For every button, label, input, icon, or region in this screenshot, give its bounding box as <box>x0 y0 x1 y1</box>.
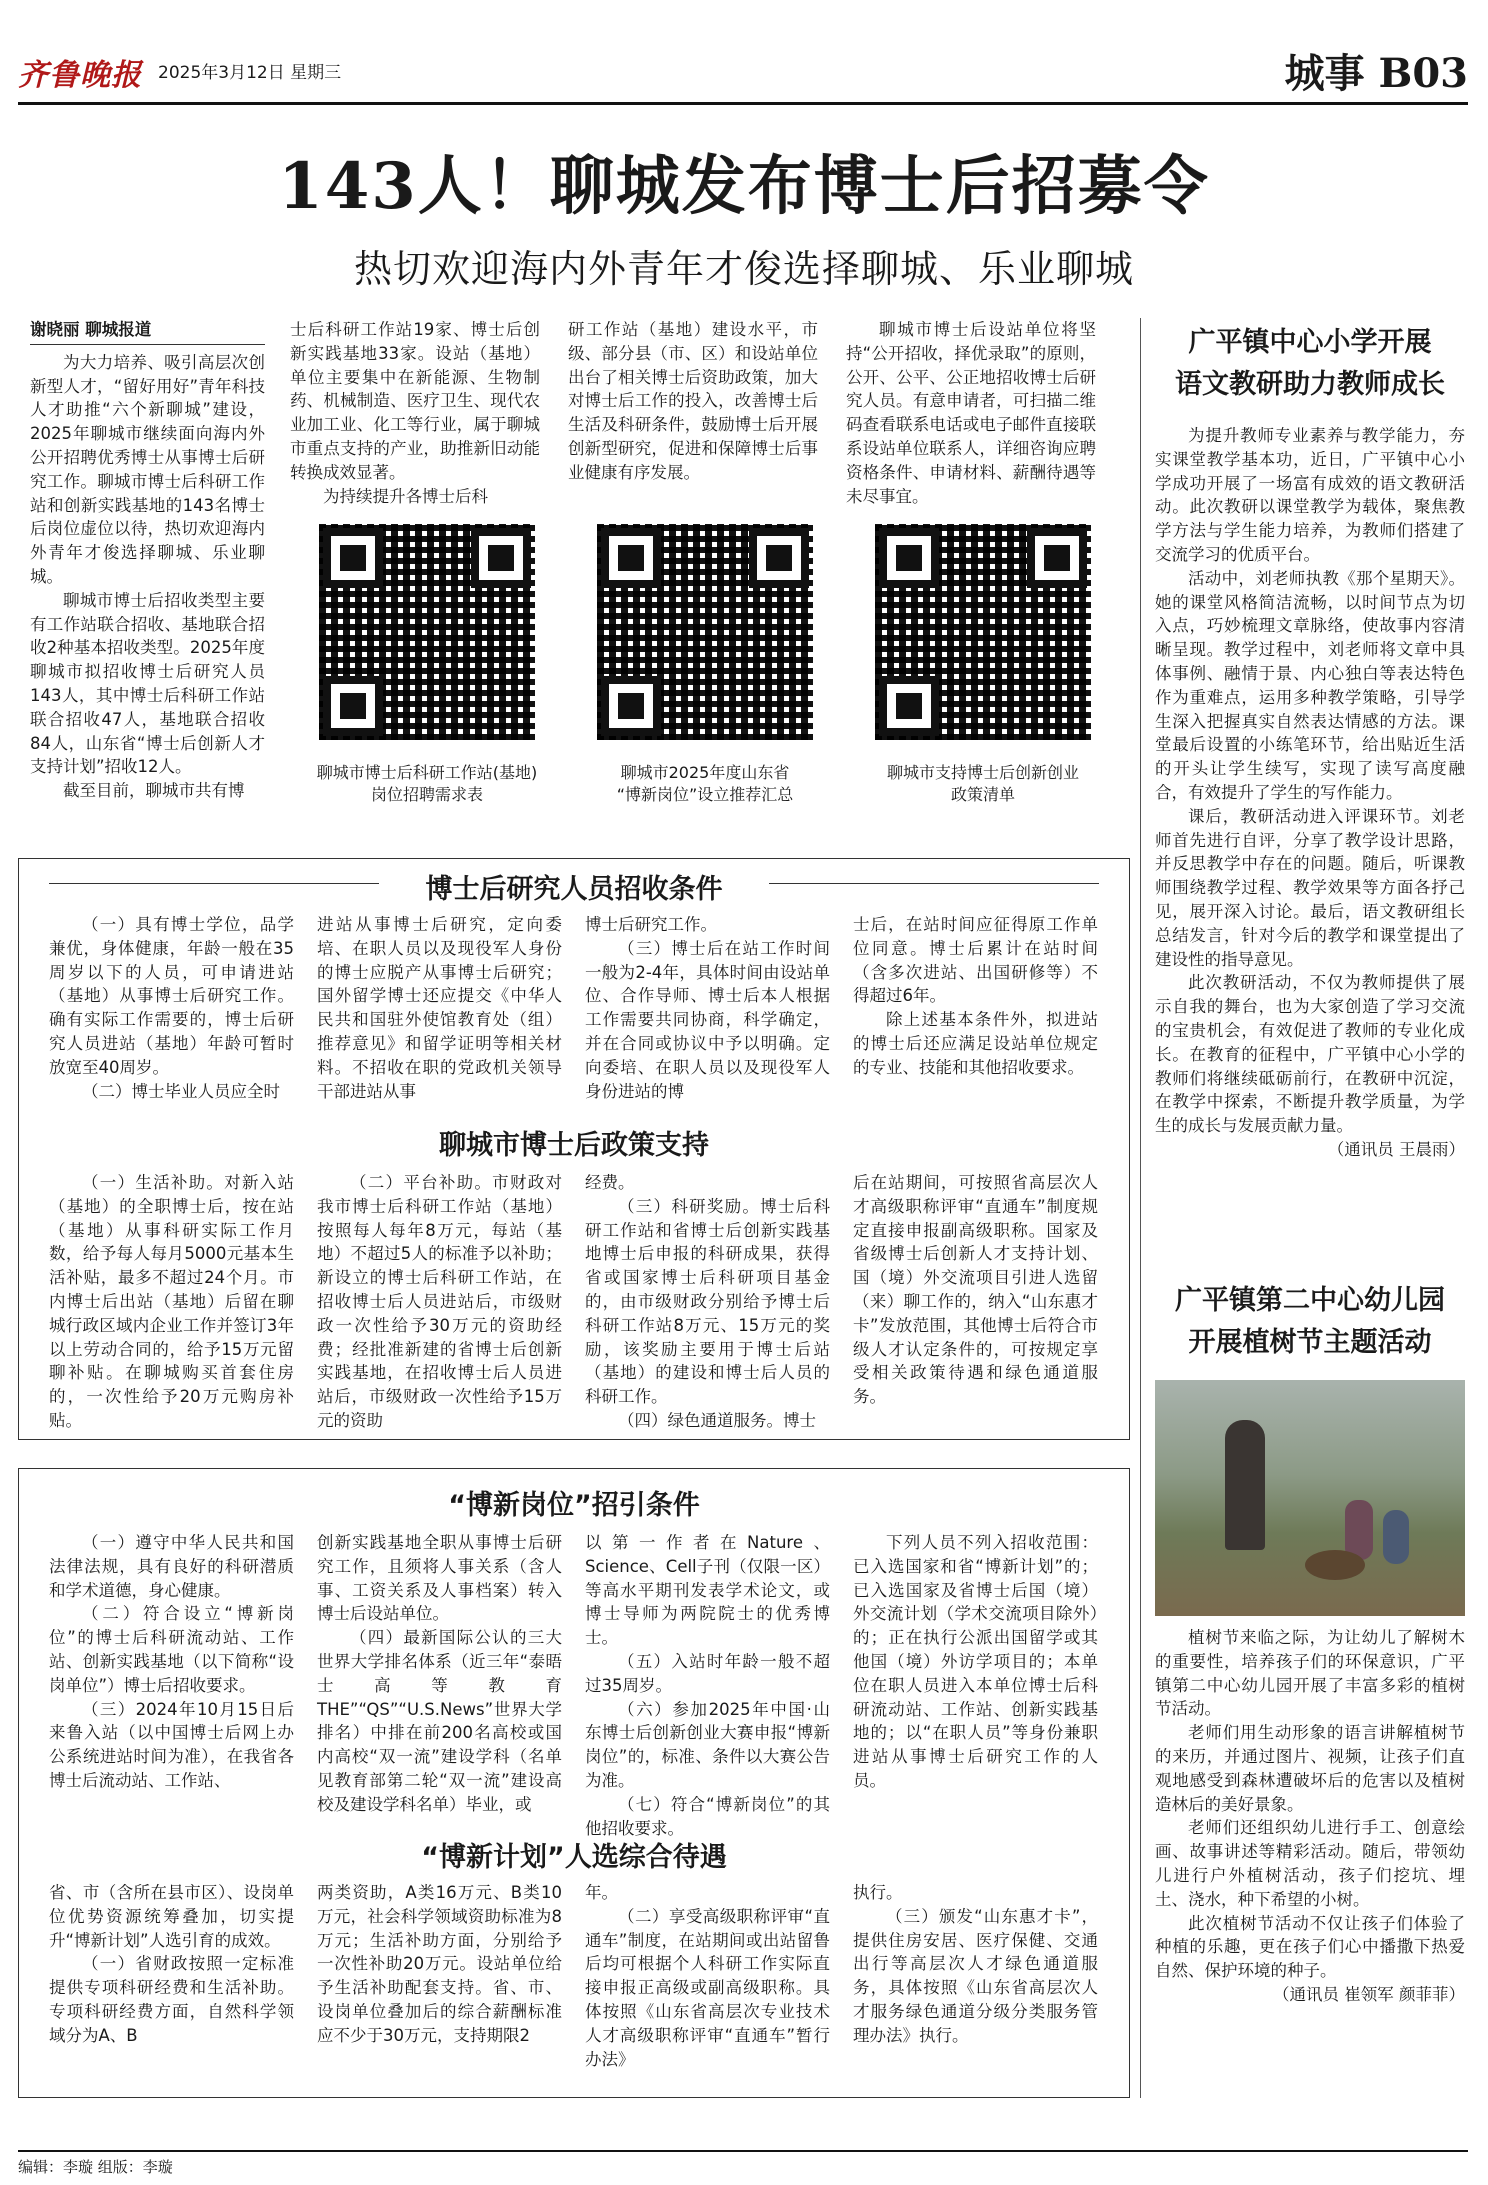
side-credit: （通讯员 王晨雨） <box>1327 1139 1465 1159</box>
side-title: 语文教研助力教师成长 <box>1175 369 1445 400</box>
headline: 143人！聊城发布博士后招募令 <box>278 149 1210 224</box>
paragraph: 以第一作者在Nature、Science、Cell子刊（仅限一区）等高水平期刊发表学术论文，或博士导师为两院院士的优秀博士。 <box>585 1533 830 1648</box>
box1-column-2 <box>317 913 562 1103</box>
paragraph: （一）遵守中华人民共和国法律法规，具有良好的科研潜质和学术道德，身心健康。 <box>49 1533 294 1600</box>
paragraph: 植树节来临之际，为让幼儿了解树木的重要性，培养孩子们的环保意识，广平镇第二中心幼儿园开展了丰富多彩的植树节活动。 <box>1155 1628 1465 1719</box>
box4-column-2 <box>317 1881 562 2048</box>
paragraph: 为持续提升各博士后科 <box>323 486 488 506</box>
newspaper-logo: 齐鲁晚报 <box>18 58 142 93</box>
paragraph: 为大力培养、吸引高层次创新型人才，“留好用好”青年科技人才助推“六个新聊城”建设，2025年聊城市继续面向海内外公开招聘优秀博士从事博士后研究工作。聊城市博士后科研工作站和创新实践基地的143名博士后岗位虚位以待，热切欢迎海内外青年才俊选择聊城、乐业聊城。 <box>30 352 265 586</box>
side-article-1 <box>1155 322 1465 1162</box>
paragraph: 活动中，刘老师执教《那个星期天》。她的课堂风格简洁流畅，以时间节点为切入点，巧妙梳理文章脉络，使故事内容清晰呈现。教学过程中，刘老师将文章中具体事例、融情于景、内心独白等表达特色作为重难点，运用多种教学策略，引导学生深入把握真实自然表达情感的方法。课堂最后设置的小练笔环节，给出贴近生活的开头让学生续写，实现了读写高度融合，有效提升了学生的写作能力。 <box>1155 568 1465 802</box>
qr-code-icon[interactable] <box>593 520 817 744</box>
paragraph: （四）最新国际公认的三大世界大学排名体系（近三年“泰晤士高等教育THE”“QS”“U.S.News”世界大学排名）中排在前200名高校或国内高校“双一流”建设学科（名单见教育部第二轮“双一流”建设高校及建设学科名单）毕业，或 <box>317 1628 562 1814</box>
paragraph: 士后科研工作站19家、博士后创新实践基地33家。设站（基地）单位主要集中在新能源、生物制药、机械制造、医疗卫生、现代农业加工业、化工等行业，属于聊城市重点支持的产业，助推新旧动能转换成效显著。 <box>290 320 540 482</box>
paragraph: （三）颁发“山东惠才卡”，提供住房安居、医疗保健、交通出行等高层次人才绿色通道服务，具体按照《山东省高层次人才服务绿色通道分级分类服务管理办法》执行。 <box>853 1906 1098 2045</box>
intro-column-1 <box>30 318 265 803</box>
intro-column-3 <box>568 318 818 485</box>
box2-column-1 <box>49 1171 294 1433</box>
box1-column-4 <box>853 913 1098 1080</box>
issue-date: 2025年3月12日 星期三 <box>158 63 342 83</box>
side-body <box>1155 1626 1465 2007</box>
box1-column-1 <box>49 913 294 1103</box>
box2-column-4 <box>853 1171 1098 1409</box>
qr-block-1 <box>302 520 552 806</box>
footer-credits: 编辑：李璇 组版：李璇 <box>18 2150 1468 2177</box>
paragraph: 两类资助，A类16万元、B类10万元，社会科学领域资助标准为8万元；生活补助方面，分别给予一次性补助20万元。设站单位给予生活补助配套支持。省、市、设岗单位叠加后的综合薪酬标准应不少于30万元，支持期限2 <box>317 1883 562 2045</box>
paragraph: 执行。 <box>853 1883 903 1902</box>
paragraph: 经费。 <box>585 1173 635 1192</box>
section-title: 博士后研究人员招收条件 <box>425 874 723 905</box>
box2-column-2 <box>317 1171 562 1433</box>
qr-caption: 聊城市2025年度山东省 <box>620 763 790 782</box>
paragraph: （七）符合“博新岗位”的其他招收要求。 <box>585 1794 830 1838</box>
paragraph: 省、市（含所在县市区）、设岗单位优势资源统筹叠加，切实提升“博新计划”人选引育的成效。 <box>49 1883 294 1950</box>
side-title: 开展植树节主题活动 <box>1188 1327 1432 1358</box>
paragraph: （一）具有博士学位，品学兼优，身体健康，年龄一般在35周岁以下的人员，可申请进站（基地）从事博士后研究工作。确有实际工作需要的，博士后研究人员进站（基地）年龄可暂时放宽至40周岁。 <box>49 915 294 1077</box>
paragraph: （二）享受高级职称评审“直通车”制度，在站期间或出站留鲁后均可根据个人科研工作实际直接申报正高级或副高级职称。具体按照《山东省高层次专业技术人才高级职称评审“直通车”暂行办法》 <box>585 1906 830 2069</box>
side-credit: （通讯员 崔领军 颜菲菲） <box>1273 1984 1465 2004</box>
section-title: “博新计划”人选综合待遇 <box>421 1842 727 1873</box>
paragraph: （二）符合设立“博新岗位”的博士后科研流动站、工作站、创新实践基地（以下简称“设岗单位”）博士后招收要求。 <box>49 1604 294 1695</box>
paragraph: 聊城市博士后设站单位将坚持“公开招收，择优录取”的原则，公开、公平、公正地招收博士后研究人员。有意申请者，可扫描二维码查看联系电话或电子邮件直接联系设站单位联系人，详细咨询应聘资格条件、申请材料、薪酬待遇等未尽事宜。 <box>846 320 1096 506</box>
paragraph: 年。 <box>585 1883 618 1902</box>
paragraph: （五）入站时年龄一般不超过35周岁。 <box>585 1651 830 1695</box>
paragraph: （二）博士毕业人员应全时 <box>82 1081 280 1101</box>
box3-column-3 <box>585 1531 830 1840</box>
box3-column-2 <box>317 1531 562 1817</box>
section-label: 城事 B03 <box>1284 50 1468 97</box>
boxin-box <box>18 1468 1130 2098</box>
paragraph: 老师们还组织幼儿进行手工、创意绘画、故事讲述等精彩活动。随后，带领幼儿进行户外植树活动，孩子们挖坑、埋土、浇水，种下希望的小树。 <box>1155 1818 1465 1909</box>
qr-block-3 <box>858 520 1108 806</box>
qr-caption: 聊城市博士后科研工作站(基地) <box>316 763 538 782</box>
side-title: 广平镇第二中心幼儿园 <box>1175 1285 1445 1316</box>
section-title: 聊城市博士后政策支持 <box>439 1130 709 1161</box>
paragraph: 博士后研究工作。 <box>585 915 717 934</box>
qr-code-icon[interactable] <box>871 520 1095 744</box>
paragraph: 此次植树节活动不仅让孩子们体验了种植的乐趣，更在孩子们心中播撒下热爱自然、保护环境的种子。 <box>1155 1913 1465 1981</box>
qr-caption: 政策清单 <box>950 785 1015 804</box>
tree-planting-photo <box>1155 1380 1465 1616</box>
box3-column-1 <box>49 1531 294 1793</box>
qr-caption: 岗位招聘需求表 <box>370 785 483 804</box>
paragraph: 后在站期间，可按照省高层次人才高级职称评审“直通车”制度规定直接申报副高级职称。国家及省级博士后创新人才支持计划、国（境）外交流项目引进人选留（来）聊工作的，纳入“山东惠才卡”发放范围，其他博士后符合市级人才认定条件的，可按规定享受相关政策待遇和绿色通道服务。 <box>853 1173 1098 1407</box>
box4-column-3 <box>585 1881 830 2071</box>
side-body <box>1155 424 1465 1162</box>
box2-column-3 <box>585 1171 830 1433</box>
paragraph: 课后，教研活动进入评课环节。刘老师首先进行自评，分享了教学设计思路，并反思教学中存在的问题。随后，听课教师围绕教学过程、教学效果等方面各抒己见，展开深入讨论。最后，语文教研组长总结发言，针对今后的教学和课堂提出了建设性的指导意见。 <box>1155 806 1465 969</box>
masthead <box>18 48 1468 105</box>
box1-column-3 <box>585 913 830 1103</box>
box4-column-4 <box>853 1881 1098 2048</box>
paragraph: （三）博士后在站工作时间一般为2-4年，具体时间由设站单位、合作导师、博士后本人根据工作需要共同协商，科学确定，并在合同或协议中予以明确。定向委培、在职人员以及现役军人身份进站的博 <box>585 938 830 1101</box>
paragraph: 创新实践基地全职从事博士后研究工作，且须将人事关系（含人事、工资关系及人事档案）转入博士后设站单位。 <box>317 1533 562 1624</box>
qr-code-icon[interactable] <box>315 520 539 744</box>
section-title: “博新岗位”招引条件 <box>448 1490 700 1521</box>
paragraph: 此次教研活动，不仅为教师提供了展示自我的舞台，也为大家创造了学习交流的宝贵机会，有效促进了教师的专业化成长。在教育的征程中，广平镇中心小学的教师们将继续砥砺前行，在教研中沉淀，在教学中探索，不断提升教学质量，为学生的成长与发展贡献力量。 <box>1155 973 1465 1136</box>
intro-column-4 <box>846 318 1096 508</box>
side-article-2 <box>1155 1280 1465 2007</box>
paragraph: 除上述基本条件外，拟进站的博士后还应满足设站单位规定的专业、技能和其他招收要求。 <box>853 1010 1098 1077</box>
box3-column-4 <box>853 1531 1098 1793</box>
qr-block-2 <box>580 520 830 806</box>
column-divider <box>1140 318 1141 2098</box>
intro-column-2 <box>290 318 540 508</box>
byline: 谢晓丽 聊城报道 <box>30 318 265 345</box>
paragraph: 为提升教师专业素养与教学能力，夯实课堂教学基本功，近日，广平镇中心小学成功开展了一场富有成效的语文教研活动。此次教研以课堂教学为载体，聚焦教学方法与学生能力培养，为教师们搭建了交流学习的优质平台。 <box>1155 426 1465 564</box>
paragraph: （四）绿色通道服务。博士 <box>618 1410 816 1430</box>
side-title: 广平镇中心小学开展 <box>1188 327 1432 358</box>
paragraph: （一）省财政按照一定标准提供专项科研经费和生活补助。专项科研经费方面，自然科学领域分为A、B <box>49 1954 294 2045</box>
box4-column-1 <box>49 1881 294 2048</box>
paragraph: （二）平台补助。市财政对我市博士后科研工作站（基地）按照每人每年8万元，每站（基地）不超过5人的标准予以补助；新设立的博士后科研工作站，在招收博士后人员进站后，市级财政一次性给予30万元的资助经费；经批准新建的省博士后创新实践基地，在招收博士后人员进站后，市级财政一次性给予15万元的资助 <box>317 1173 562 1430</box>
paragraph: （六）参加2025年中国·山东博士后创新创业大赛申报“博新岗位”的，标准、条件以大赛公告为准。 <box>585 1699 830 1790</box>
paragraph: 研工作站（基地）建设水平，市级、部分县（市、区）和设站单位出台了相关博士后资助政策，加大对博士后工作的投入，改善博士后生活及科研条件，鼓励博士后开展创新型研究，促进和保障博士后事业健康有序发展。 <box>568 320 818 482</box>
paragraph: 士后，在站时间应征得原工作单位同意。博士后累计在站时间（含多次进站、出国研修等）不得超过6年。 <box>853 915 1098 1006</box>
qr-caption: “博新岗位”设立推荐汇总 <box>616 785 794 804</box>
paragraph: （一）生活补助。对新入站（基地）的全职博士后，按在站（基地）从事科研实际工作月数，给予每人每月5000元基本生活补贴，最多不超过24个月。市内博士后出站（基地）后留在聊城行政区域内企业工作并签订3年以上劳动合同的，给予15万元留聊补贴。在聊城购买首套住房的，一次性给予20万元购房补贴。 <box>49 1173 294 1430</box>
paragraph: 老师们用生动形象的语言讲解植树节的来历，并通过图片、视频，让孩子们直观地感受到森林遭破坏后的危害以及植树造林后的美好景象。 <box>1155 1723 1465 1814</box>
paragraph: 截至目前，聊城市共有博 <box>63 781 245 801</box>
paragraph: 聊城市博士后招收类型主要有工作站联合招收、基地联合招收2种基本招收类型。2025年度聊城市拟招收博士后研究人员143人，其中博士后科研工作站联合招收47人，基地联合招收84人，山东省“博士后创新人才支持计划”招收12人。 <box>30 590 265 777</box>
qr-caption: 聊城市支持博士后创新创业 <box>886 763 1079 782</box>
paragraph: （三）2024年10月15日后来鲁入站（以中国博士后网上办公系统进站时间为准），在我省各博士后流动站、工作站、 <box>49 1699 294 1790</box>
paragraph: 进站从事博士后研究，定向委培、在职人员以及现役军人身份的博士应脱产从事博士后研究；国外留学博士还应提交《中华人民共和国驻外使馆教育处（组）推荐意见》和留学证明等相关材料。不招收在职的党政机关领导干部进站从事 <box>317 915 562 1101</box>
paragraph: 下列人员不列入招收范围：已入选国家和省“博新计划”的；已入选国家及省博士后国（境）外交流计划（学术交流项目除外）的；正在执行公派出国留学或其他国（境）外访学项目的；本单位在职人员进入本单位博士后科研流动站、工作站、创新实践基地的；以“在职人员”等身份兼职进站从事博士后研究工作的人员。 <box>853 1533 1098 1790</box>
conditions-policy-box <box>18 858 1130 1440</box>
subheadline: 热切欢迎海内外青年才俊选择聊城、乐业聊城 <box>353 247 1134 291</box>
paragraph: （三）科研奖励。博士后科研工作站和省博士后创新实践基地博士后申报的科研成果，获得省或国家博士后科研项目基金的，由市级财政分别给予博士后科研工作站8万元、15万元的奖励，该奖励主要用于博士后站（基地）的建设和博士后人员的科研工作。 <box>585 1196 830 1407</box>
